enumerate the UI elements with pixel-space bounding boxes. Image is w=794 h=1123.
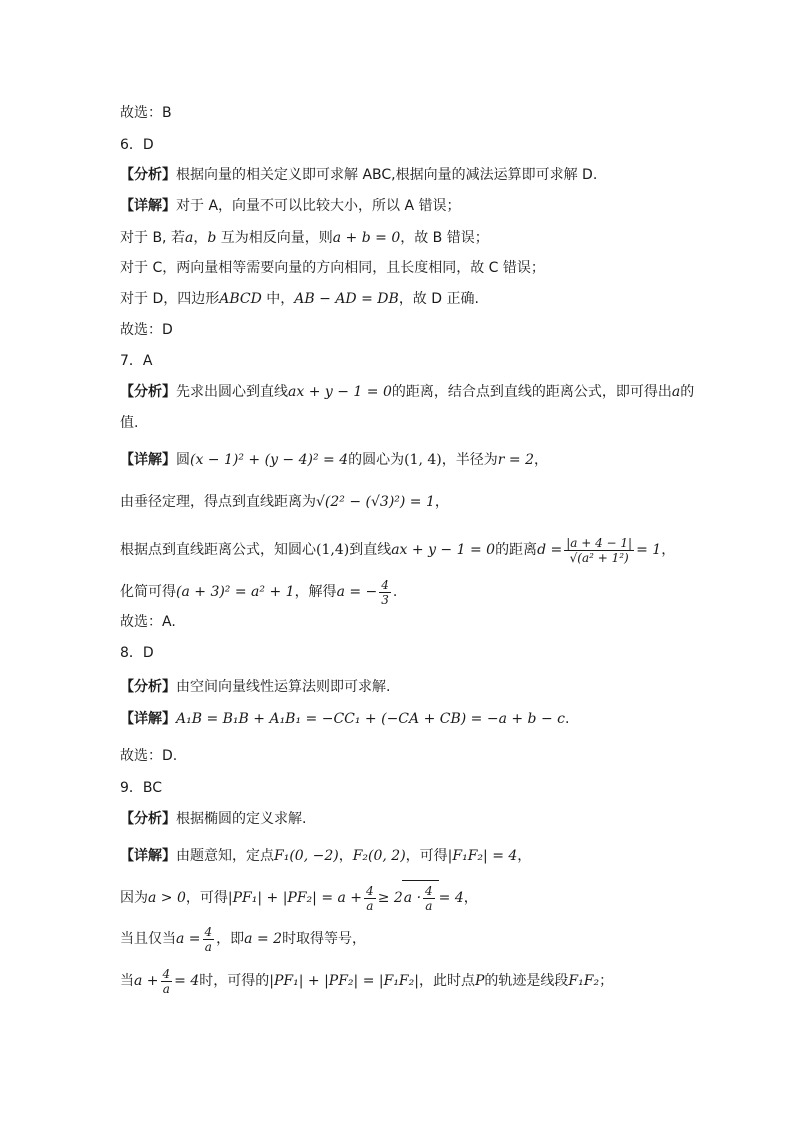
math: ax + y − 1 = 0 [391, 542, 496, 558]
numerator: 4 [381, 577, 389, 592]
numerator: 4 [204, 924, 213, 939]
text: 当 [120, 973, 134, 989]
text: 8．D [120, 645, 154, 661]
math: a [184, 230, 194, 246]
text: 因为 [120, 890, 148, 906]
math: a = 2 [244, 931, 283, 947]
distance-fraction [564, 536, 634, 565]
text: 圆 [176, 452, 190, 468]
numerator: |a + 4 − 1| [566, 535, 633, 550]
text: 互为相反向量，则 [216, 230, 333, 246]
text: 故选：B [120, 105, 172, 121]
text: 对于 A，向量不可以比较大小，所以 A 错误； [176, 198, 461, 214]
text: ，半径为 [441, 452, 498, 468]
math: √(2² − (√3)²) = 1 [316, 494, 435, 510]
text: 对于 D，四边形 [120, 291, 220, 307]
math: b [207, 230, 217, 246]
text: . [392, 584, 398, 600]
math: P [474, 973, 485, 989]
line-q6-analysis [120, 165, 734, 185]
line-q6-detail-d [120, 289, 734, 309]
line-q9-detail-2 [120, 880, 734, 914]
sqrt [402, 880, 439, 915]
text: ， [517, 848, 532, 864]
denominator: a [366, 898, 374, 913]
fraction [423, 884, 435, 913]
math: a · [403, 890, 422, 906]
numerator: 4 [425, 883, 433, 898]
math: a > 0 [148, 890, 186, 906]
math: d = [537, 542, 563, 558]
text: 中， [261, 291, 295, 307]
text: ， [193, 230, 208, 246]
text: 时取得等号， [282, 931, 367, 947]
detail-label: 【详解】 [120, 711, 176, 727]
math: (1,4) [316, 542, 350, 558]
text: 对于 C，两向量相等需要向量的方向相同，且长度相同，故 C 错误； [120, 260, 545, 276]
text: . [565, 711, 570, 727]
analysis-label: 【分析】 [120, 384, 176, 400]
text: ，解得 [294, 584, 337, 600]
math: a + b = 0 [332, 230, 401, 246]
numerator: 4 [162, 966, 171, 981]
line-q7-heading [120, 351, 734, 371]
math: = 4 [438, 890, 464, 906]
text: ，即 [216, 931, 245, 947]
detail-label: 【详解】 [120, 848, 176, 864]
line-q9-detail-1 [120, 846, 734, 866]
text: 根据椭圆的定义求解. [176, 811, 307, 827]
text: ， [338, 848, 353, 864]
math: ax + y − 1 = 0 [288, 384, 392, 400]
math: ≥ 2 [377, 890, 403, 906]
line-answer-5 [120, 103, 734, 123]
line-q7-detail-3 [120, 533, 734, 567]
text: 由空间向量线性运算法则即可求解. [176, 679, 391, 695]
text: 的距离 [495, 542, 538, 558]
math: |PF₁| + |PF₂| = a + [227, 890, 363, 906]
detail-label: 【详解】 [120, 452, 176, 468]
math: (x − 1)² + (y − 4)² = 4 [190, 452, 349, 468]
analysis-label: 【分析】 [120, 679, 176, 695]
text: 的 [680, 384, 695, 400]
answer-fraction [379, 578, 391, 607]
math: |PF₁| + |PF₂| = |F₁F₂| [269, 973, 419, 989]
text: 9．BC [120, 780, 163, 796]
text: 由题意知，定点 [176, 848, 274, 864]
line-q7-analysis-cont [120, 413, 734, 433]
denominator: 3 [381, 592, 389, 607]
text: 的距离，结合点到直线的距离公式，即可得出 [391, 384, 672, 400]
line-q8-answer [120, 746, 734, 766]
analysis-label: 【分析】 [120, 167, 176, 183]
text: 值. [120, 415, 139, 431]
line-q6-heading [120, 135, 734, 155]
line-q6-detail-a [120, 196, 734, 216]
fraction [203, 925, 215, 954]
line-q9-heading [120, 778, 734, 798]
math: = 4 [174, 973, 200, 989]
text: 根据向量的相关定义即可求解 ABC,根据向量的减法运算即可求解 D. [176, 167, 598, 183]
line-q8-heading [120, 643, 734, 663]
denominator: √(a² + 1²) [569, 550, 629, 565]
text: 7．A [120, 353, 153, 369]
line-q8-detail [120, 709, 734, 729]
analysis-label: 【分析】 [120, 811, 176, 827]
text: ， [463, 890, 478, 906]
math: F₁(0, −2) [274, 848, 339, 864]
fraction [364, 884, 376, 913]
math: = 1 [636, 542, 662, 558]
denominator: a [425, 898, 433, 913]
text: ， [534, 452, 548, 468]
math: F₂(0, 2) [352, 848, 406, 864]
text: ，可得 [185, 890, 228, 906]
math: a = [176, 931, 201, 947]
text: ，可得 [405, 848, 448, 864]
text: 故选：D [120, 322, 173, 338]
line-q6-detail-c [120, 258, 734, 278]
math: a = − [336, 584, 378, 600]
line-q9-detail-4 [120, 964, 734, 998]
line-q9-analysis [120, 809, 734, 829]
line-q7-detail-1 [120, 450, 734, 470]
math: r = 2 [497, 452, 534, 468]
math: a + [134, 973, 159, 989]
line-q8-analysis [120, 677, 734, 697]
math: |F₁F₂| = 4 [447, 848, 518, 864]
text: ，故 D 正确. [398, 291, 479, 307]
line-q7-detail-2 [120, 492, 734, 512]
math: (a + 3)² = a² + 1 [176, 584, 295, 600]
text: 时，可得的 [199, 973, 270, 989]
math: ABCD [219, 291, 262, 307]
line-q9-detail-3 [120, 922, 734, 956]
text: 由垂径定理，得点到直线距离为 [120, 494, 316, 510]
text: ， [434, 494, 449, 510]
fraction [161, 967, 173, 996]
numerator: 4 [366, 883, 374, 898]
text: 对于 B, 若 [120, 230, 185, 246]
math: F₁F₂ [568, 973, 600, 989]
denominator: a [204, 939, 212, 954]
line-q7-answer [120, 612, 734, 632]
text: 化简可得 [120, 584, 176, 600]
text: 到直线 [349, 542, 392, 558]
text: 先求出圆心到直线 [176, 384, 288, 400]
text: 当且仅当 [120, 931, 176, 947]
math: A₁B = B₁B + A₁B₁ = −CC₁ + (−CA + CB) = −a + b − c [176, 711, 565, 727]
line-q6-detail-b [120, 228, 734, 248]
math: a [671, 384, 681, 400]
text: ， [661, 542, 676, 558]
text: 的圆心为 [348, 452, 405, 468]
text: ，故 B 错误； [400, 230, 489, 246]
line-q6-answer [120, 320, 734, 340]
text: ，此时点 [418, 973, 475, 989]
text: ； [599, 973, 614, 989]
line-q7-detail-4 [120, 575, 734, 609]
text: 故选：D. [120, 748, 178, 764]
text: 6．D [120, 137, 154, 153]
math: AB − AD = DB [294, 291, 399, 307]
text: 根据点到直线距离公式，知圆心 [120, 542, 316, 558]
text: 的轨迹是线段 [484, 973, 569, 989]
line-q7-analysis [120, 382, 734, 402]
detail-label: 【详解】 [120, 198, 176, 214]
math: (1, 4) [404, 452, 442, 468]
text: 故选：A. [120, 614, 176, 630]
denominator: a [162, 981, 170, 996]
